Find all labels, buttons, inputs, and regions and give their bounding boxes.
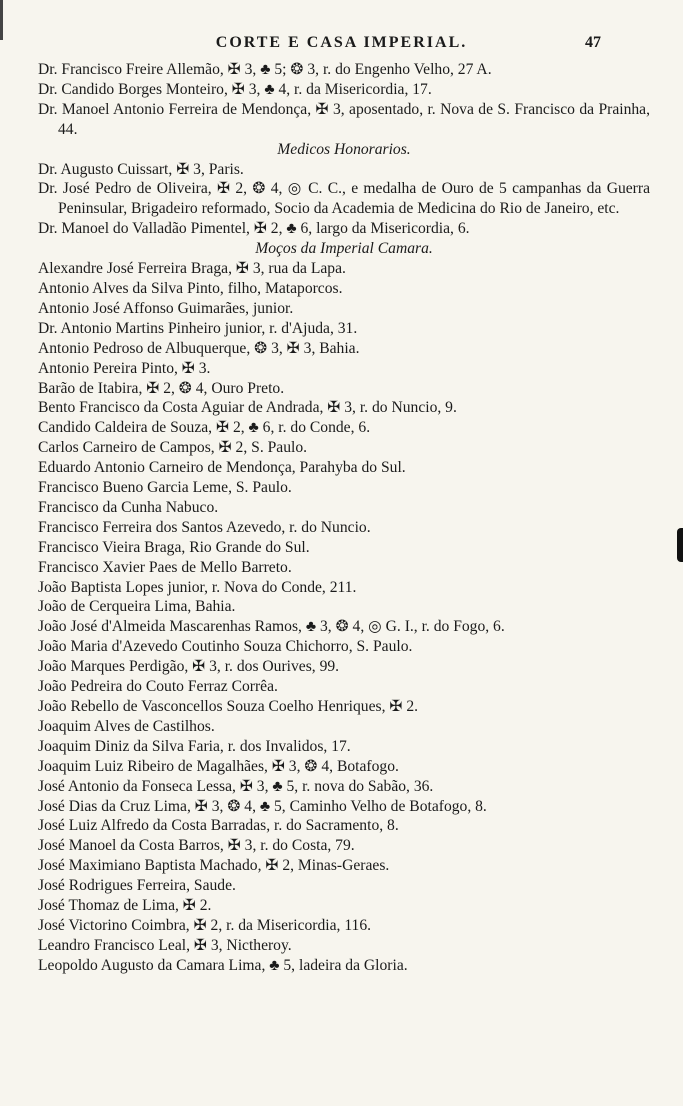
roster-entry: João Marques Perdigão, ✠ 3, r. dos Ourives, 99. xyxy=(38,658,340,676)
roster-entry: Joaquim Luiz Ribeiro de Magalhães, ✠ 3, ❂ 4, Botafogo. xyxy=(38,757,399,775)
roster-entry: José Dias da Cruz Lima, ✠ 3, ❂ 4, ♣ 5, Caminho Velho de Botafogo, 8. xyxy=(38,797,487,815)
roster-entry: Leandro Francisco Leal, ✠ 3, Nictheroy. xyxy=(38,936,292,954)
roster-entry: Bento Francisco da Costa Aguiar de Andrada, ✠ 3, r. do Nuncio, 9. xyxy=(38,399,457,417)
roster-entry: João Rebello de Vasconcellos Souza Coelho Henriques, ✠ 2. xyxy=(38,698,419,715)
roster-entry: Dr. José Pedro de Oliveira, ✠ 2, ❂ 4, ◎ C. C., e medalha de Ouro de 5 campanhas da Guerra Peninsular, Brigadeiro reformado, Socio da Academia de Medicina do Rio de Janeiro, etc. xyxy=(38,180,654,218)
binding-tab-mark xyxy=(677,528,683,562)
roster-entry: João Baptista Lopes junior, r. Nova do Conde, 211. xyxy=(38,578,357,596)
running-title: CORTE E CASA IMPERIAL. xyxy=(215,34,468,51)
roster-entry: João Pedreira do Couto Ferraz Corrêa. xyxy=(38,678,278,696)
roster-entry: José Luiz Alfredo da Costa Barradas, r. do Sacramento, 8. xyxy=(38,817,399,835)
roster-entry: Dr. Augusto Cuissart, ✠ 3, Paris. xyxy=(38,160,244,178)
roster-entry: Antonio Pereira Pinto, ✠ 3. xyxy=(38,359,211,377)
roster-entry: Eduardo Antonio Carneiro de Mendonça, Parahyba do Sul. xyxy=(38,459,406,477)
roster-entry: José Thomaz de Lima, ✠ 2. xyxy=(38,897,212,915)
roster-entry: Dr. Manoel Antonio Ferreira de Mendonça, ✠ 3, aposentado, r. Nova de S. Francisco da Prainha, 44. xyxy=(38,100,654,138)
roster-entry: Francisco da Cunha Nabuco. xyxy=(38,498,219,516)
roster-entry: João Maria d'Azevedo Coutinho Souza Chichorro, S. Paulo. xyxy=(38,638,413,656)
roster-entry: Dr. Francisco Freire Allemão, ✠ 3, ♣ 5; ❂ 3, r. do Engenho Velho, 27 A. xyxy=(38,61,492,78)
roster-entry: José Manoel da Costa Barros, ✠ 3, r. do Costa, 79. xyxy=(38,837,355,855)
roster-entry: João José d'Almeida Mascarenhas Ramos, ♣ 3, ❂ 4, ◎ G. I., r. do Fogo, 6. xyxy=(38,618,505,636)
roster-entry: José Maximiano Baptista Machado, ✠ 2, Minas-Geraes. xyxy=(38,857,390,875)
roster-entry: Joaquim Alves de Castilhos. xyxy=(38,717,215,735)
roster-entry: Carlos Carneiro de Campos, ✠ 2, S. Paulo. xyxy=(38,439,308,457)
roster-entry: Dr. Manoel do Valladão Pimentel, ✠ 2, ♣ 6, largo da Misericordia, 6. xyxy=(38,220,470,238)
page-body xyxy=(38,60,654,976)
roster-entry: Antonio Pedroso de Albuquerque, ❂ 3, ✠ 3, Bahia. xyxy=(38,339,360,357)
roster-entry: José Victorino Coimbra, ✠ 2, r. da Misericordia, 116. xyxy=(38,916,372,934)
roster-entry: José Antonio da Fonseca Lessa, ✠ 3, ♣ 5, r. nova do Sabão, 36. xyxy=(38,777,434,795)
page-number: 47 xyxy=(585,34,601,51)
roster-entry: Candido Caldeira de Souza, ✠ 2, ♣ 6, r. do Conde, 6. xyxy=(38,419,371,437)
section-heading: Medicos Honorarios. xyxy=(277,140,411,158)
roster-entry: Dr. Antonio Martins Pinheiro junior, r. d'Ajuda, 31. xyxy=(38,319,358,337)
roster-entry: Antonio Alves da Silva Pinto, filho, Mataporcos. xyxy=(38,279,343,297)
roster-entry: Francisco Vieira Braga, Rio Grande do Sul. xyxy=(38,538,310,556)
section-heading: Moços da Imperial Camara. xyxy=(255,240,433,258)
roster-entry: Francisco Bueno Garcia Leme, S. Paulo. xyxy=(38,479,292,497)
roster-entry: José Rodrigues Ferreira, Saude. xyxy=(38,877,236,895)
roster-entry: Dr. Candido Borges Monteiro, ✠ 3, ♣ 4, r. da Misericordia, 17. xyxy=(38,80,432,98)
roster-entry: João de Cerqueira Lima, Bahia. xyxy=(38,598,236,616)
roster-entry: Alexandre José Ferreira Braga, ✠ 3, rua da Lapa. xyxy=(38,260,346,278)
roster-entry: Antonio José Affonso Guimarães, junior. xyxy=(38,299,294,317)
roster-entry: Joaquim Diniz da Silva Faria, r. dos Invalidos, 17. xyxy=(38,737,351,755)
roster-entry: Leopoldo Augusto da Camara Lima, ♣ 5, ladeira da Gloria. xyxy=(38,956,408,974)
roster-entry: Francisco Xavier Paes de Mello Barreto. xyxy=(38,558,292,576)
roster-entry: Francisco Ferreira dos Santos Azevedo, r. do Nuncio. xyxy=(38,518,371,536)
roster-entry: Barão de Itabira, ✠ 2, ❂ 4, Ouro Preto. xyxy=(38,379,285,397)
page-header xyxy=(0,34,683,56)
